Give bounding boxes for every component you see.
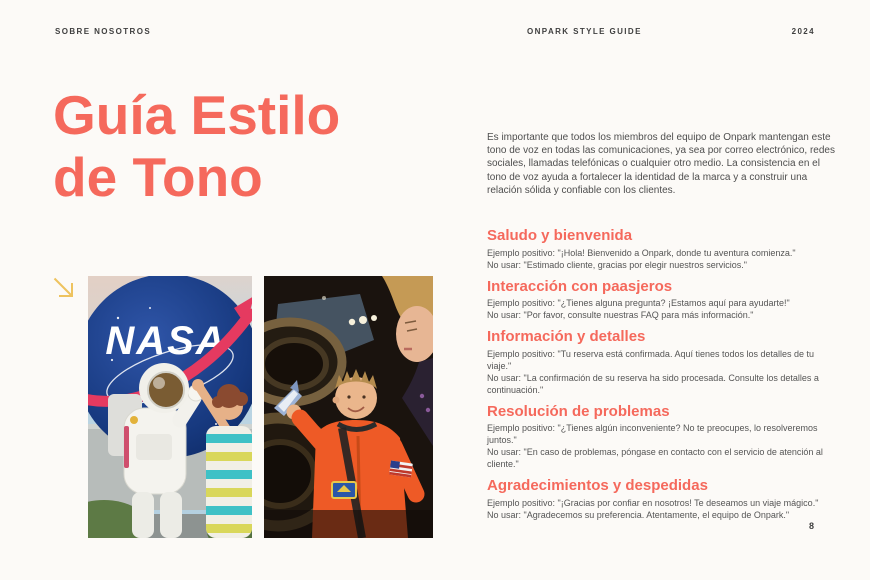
example-negative: No usar: "Estimado cliente, gracias por elegir nuestros servicios." [487, 259, 747, 270]
header-document-title: ONPARK STYLE GUIDE [527, 27, 642, 36]
section-interaccion [487, 279, 837, 322]
photo-child-astronaut-suit [264, 276, 433, 538]
example-positive: Ejemplo positivo: "¿Tienes algún inconveniente? No te preocupes, lo resolveremos juntos." [487, 423, 818, 446]
section-heading: Agradecimientos y despedidas [487, 477, 708, 495]
example-negative: No usar: "En caso de problemas, póngase en contacto con el servicio de atención al cliente." [487, 447, 823, 470]
page-number: 8 [808, 521, 814, 531]
example-positive: Ejemplo positivo: "¡Gracias por confiar en nosotros! Te deseamos un viaje mágico." [487, 497, 819, 508]
section-heading: Información y detalles [487, 328, 646, 346]
section-agradecimientos [487, 478, 837, 521]
tone-guide-column [487, 131, 837, 529]
page-title [53, 84, 340, 208]
section-heading: Saludo y bienvenida [487, 227, 633, 245]
header-section-label: SOBRE NOSOTROS [55, 27, 152, 36]
section-saludo [487, 228, 837, 271]
example-negative: No usar: "Por favor, consulte nuestras FAQ para más información." [487, 310, 754, 321]
page-title-line1: Guía Estilo [53, 84, 341, 146]
striped-shirt [206, 426, 252, 538]
example-negative: No usar: "Agradecemos su preferencia. Atentamente, el equipo de Onpark." [487, 509, 790, 520]
example-positive: Ejemplo positivo: "¿Tienes alguna pregunta? ¡Estamos aquí para ayudarte!" [487, 298, 790, 309]
diagonal-arrow-icon [52, 276, 76, 300]
example-positive: Ejemplo positivo: "Tu reserva está confirmada. Aquí tienes todos los detalles de tu viaje." [487, 348, 815, 371]
example-positive: Ejemplo positivo: "¡Hola! Bienvenido a Onpark, donde tu aventura comienza." [487, 247, 796, 258]
example-negative: No usar: "La confirmación de su reserva ha sido procesada. Consulte los detalles a continuación." [487, 372, 819, 395]
section-informacion [487, 329, 837, 396]
header-year: 2024 [791, 27, 815, 36]
nasa-wordmark: NASA [105, 319, 227, 363]
section-heading: Resolución de problemas [487, 402, 670, 420]
intro-paragraph: Es importante que todos los miembros del equipo de Onpark mantengan este tono de voz en todas las comunicaciones, ya sea por correo electrónico, redes sociales, llamadas telefónicas o cualquier otro medio. La consistencia en el tono de voz ayuda a fortalecer la identidad de la marca y a construir una relación sólida y confiable con los clientes. [487, 132, 835, 196]
section-heading: Interacción con paasjeros [487, 277, 673, 295]
page-title-line2: de Tono [53, 146, 263, 208]
section-resolucion [487, 404, 837, 471]
photo-nasa-astronaut [88, 276, 252, 538]
